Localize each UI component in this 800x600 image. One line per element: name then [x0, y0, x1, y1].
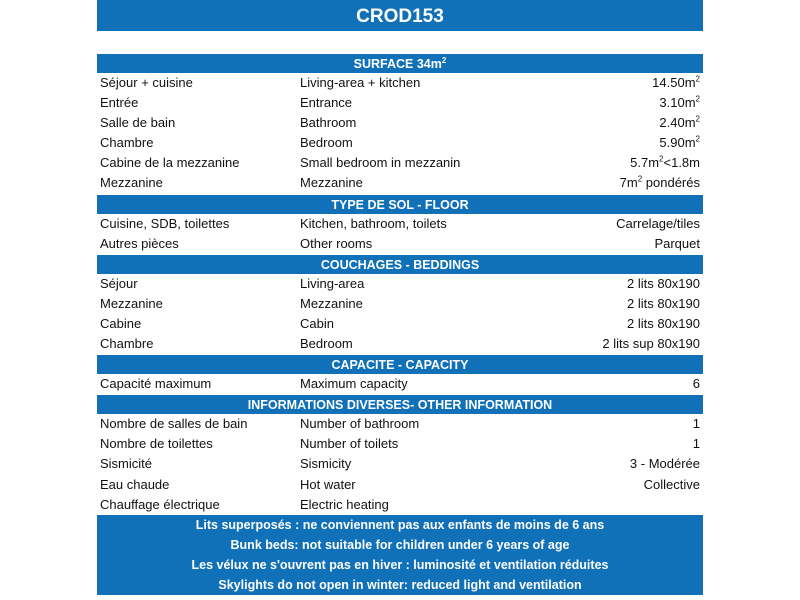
- value-text: 3.10m: [659, 95, 696, 111]
- label-english: Maximum capacity: [300, 376, 408, 392]
- value-text: 5.90m: [659, 135, 696, 151]
- label-english: Kitchen, bathroom, toilets: [300, 215, 447, 231]
- label-english: Bathroom: [300, 115, 357, 131]
- label-french: Cabine de la mezzanine: [100, 155, 240, 171]
- value-text: 14.50m: [652, 75, 696, 90]
- value-text: 3 - Modérée: [629, 456, 700, 472]
- value-text: 2.40m: [659, 115, 696, 131]
- value-text: 1: [692, 436, 700, 452]
- value-cell: [550, 334, 703, 354]
- value-cell: [550, 314, 703, 334]
- value-cell: [550, 454, 703, 474]
- section-heading-text: TYPE DE SOL - FLOOR: [331, 197, 469, 212]
- value-cell: [550, 475, 703, 495]
- label-french: Chauffage électrique: [100, 496, 220, 512]
- value-cell: [550, 93, 703, 113]
- value-cell: [550, 434, 703, 454]
- spacer: [97, 31, 703, 53]
- section-heading: [97, 254, 703, 274]
- note-line: Lits superposés : ne conviennent pas aux enfants de moins de 6 ans: [195, 517, 605, 532]
- value-text: 1: [692, 416, 700, 432]
- table-row: [97, 93, 703, 113]
- label-english: Other rooms: [300, 235, 373, 251]
- table-row: [97, 274, 703, 294]
- value-superscript: 2: [695, 94, 700, 104]
- value-text: 2 lits sup 80x190: [602, 336, 700, 352]
- warning-notes: [97, 515, 703, 596]
- label-english: Bedroom: [300, 135, 353, 151]
- label-french: Séjour + cuisine: [100, 75, 193, 90]
- table-row: [97, 495, 703, 515]
- table-row: [97, 414, 703, 434]
- label-english: Hot water: [300, 476, 356, 492]
- label-english: Electric heating: [300, 496, 389, 512]
- sections-container: [97, 53, 703, 515]
- value-text: 7m: [619, 175, 638, 191]
- label-english: Small bedroom in mezzanin: [300, 155, 461, 171]
- label-english: Number of toilets: [300, 436, 399, 452]
- value-cell: [550, 214, 703, 234]
- label-french: Chambre: [100, 135, 154, 151]
- label-english: Entrance: [300, 95, 353, 111]
- label-french: Capacité maximum: [100, 376, 212, 392]
- label-french: Nombre de salles de bain: [100, 416, 248, 432]
- value-cell: [550, 173, 703, 193]
- label-french: Eau chaude: [100, 476, 170, 492]
- value-suffix: pondérés: [642, 175, 700, 191]
- value-cell: [550, 153, 703, 173]
- table-row: [97, 454, 703, 474]
- section-heading: [97, 354, 703, 374]
- section-heading-text: COUCHAGES - BEDDINGS: [320, 257, 480, 272]
- section-heading-text: CAPACITE - CAPACITY: [331, 358, 469, 373]
- property-code-title: CROD153: [97, 0, 703, 31]
- note-line: Bunk beds: not suitable for children under 6 years of age: [230, 537, 570, 552]
- value-text: Collective: [643, 476, 700, 492]
- value-superscript: 2: [659, 155, 664, 165]
- value-cell: [550, 495, 703, 515]
- value-superscript: 2: [695, 114, 700, 124]
- value-superscript: 2: [695, 74, 700, 84]
- label-english: Mezzanine: [300, 295, 363, 311]
- section-heading-text: INFORMATIONS DIVERSES- OTHER INFORMATION: [247, 398, 553, 413]
- label-english: Bedroom: [300, 336, 353, 352]
- value-suffix: <1.8m: [663, 155, 700, 171]
- section-heading-text: SURFACE 34m: [353, 57, 442, 71]
- table-row: [97, 214, 703, 234]
- value-cell: [550, 234, 703, 254]
- section-heading-superscript: 2: [441, 55, 447, 65]
- value-text: 6: [692, 376, 700, 392]
- label-english: Living-area: [300, 275, 365, 291]
- value-superscript: 2: [695, 134, 700, 144]
- label-french: Autres pièces: [100, 235, 179, 251]
- label-french: Cuisine, SDB, toilettes: [100, 215, 230, 231]
- section-heading: [97, 394, 703, 414]
- value-cell: [550, 294, 703, 314]
- label-english: Mezzanine: [300, 175, 363, 191]
- table-row: [97, 133, 703, 153]
- value-cell: [550, 133, 703, 153]
- label-english: Number of bathroom: [300, 416, 420, 432]
- value-text: 5.7m: [630, 155, 660, 171]
- table-row: [97, 294, 703, 314]
- table-row: [97, 314, 703, 334]
- section-heading: [97, 53, 703, 73]
- label-french: Mezzanine: [100, 175, 163, 191]
- label-english: Living-area + kitchen: [300, 75, 421, 90]
- value-text: Carrelage/tiles: [616, 215, 700, 231]
- table-row: [97, 334, 703, 354]
- table-row: [97, 173, 703, 193]
- table-row: [97, 113, 703, 133]
- label-english: Sismicity: [300, 456, 352, 472]
- label-french: Séjour: [100, 275, 138, 291]
- table-row: [97, 73, 703, 93]
- table-row: [97, 234, 703, 254]
- section-heading: [97, 194, 703, 214]
- label-french: Nombre de toilettes: [100, 436, 213, 452]
- label-french: Sismicité: [100, 456, 153, 472]
- value-cell: [550, 113, 703, 133]
- note-line: Skylights do not open in winter: reduced light and ventilation: [218, 578, 582, 593]
- value-cell: [550, 374, 703, 394]
- label-french: Cabine: [100, 315, 142, 331]
- value-text: 2 lits 80x190: [627, 275, 700, 291]
- value-text: 2 lits 80x190: [627, 295, 700, 311]
- value-text: Parquet: [654, 235, 700, 251]
- value-cell: [550, 274, 703, 294]
- table-row: [97, 153, 703, 173]
- property-sheet: [97, 0, 703, 595]
- table-row: [97, 475, 703, 495]
- note-line: Les vélux ne s'ouvrent pas en hiver : luminosité et ventilation réduites: [191, 558, 609, 573]
- value-cell: [550, 73, 703, 93]
- label-english: Cabin: [300, 315, 334, 331]
- value-superscript: 2: [637, 175, 643, 185]
- value-cell: [550, 414, 703, 434]
- label-french: Chambre: [100, 336, 154, 352]
- value-text: 2 lits 80x190: [627, 315, 700, 331]
- label-french: Entrée: [100, 95, 139, 111]
- label-french: Mezzanine: [100, 295, 163, 311]
- label-french: Salle de bain: [100, 115, 176, 131]
- table-row: [97, 434, 703, 454]
- table-row: [97, 374, 703, 394]
